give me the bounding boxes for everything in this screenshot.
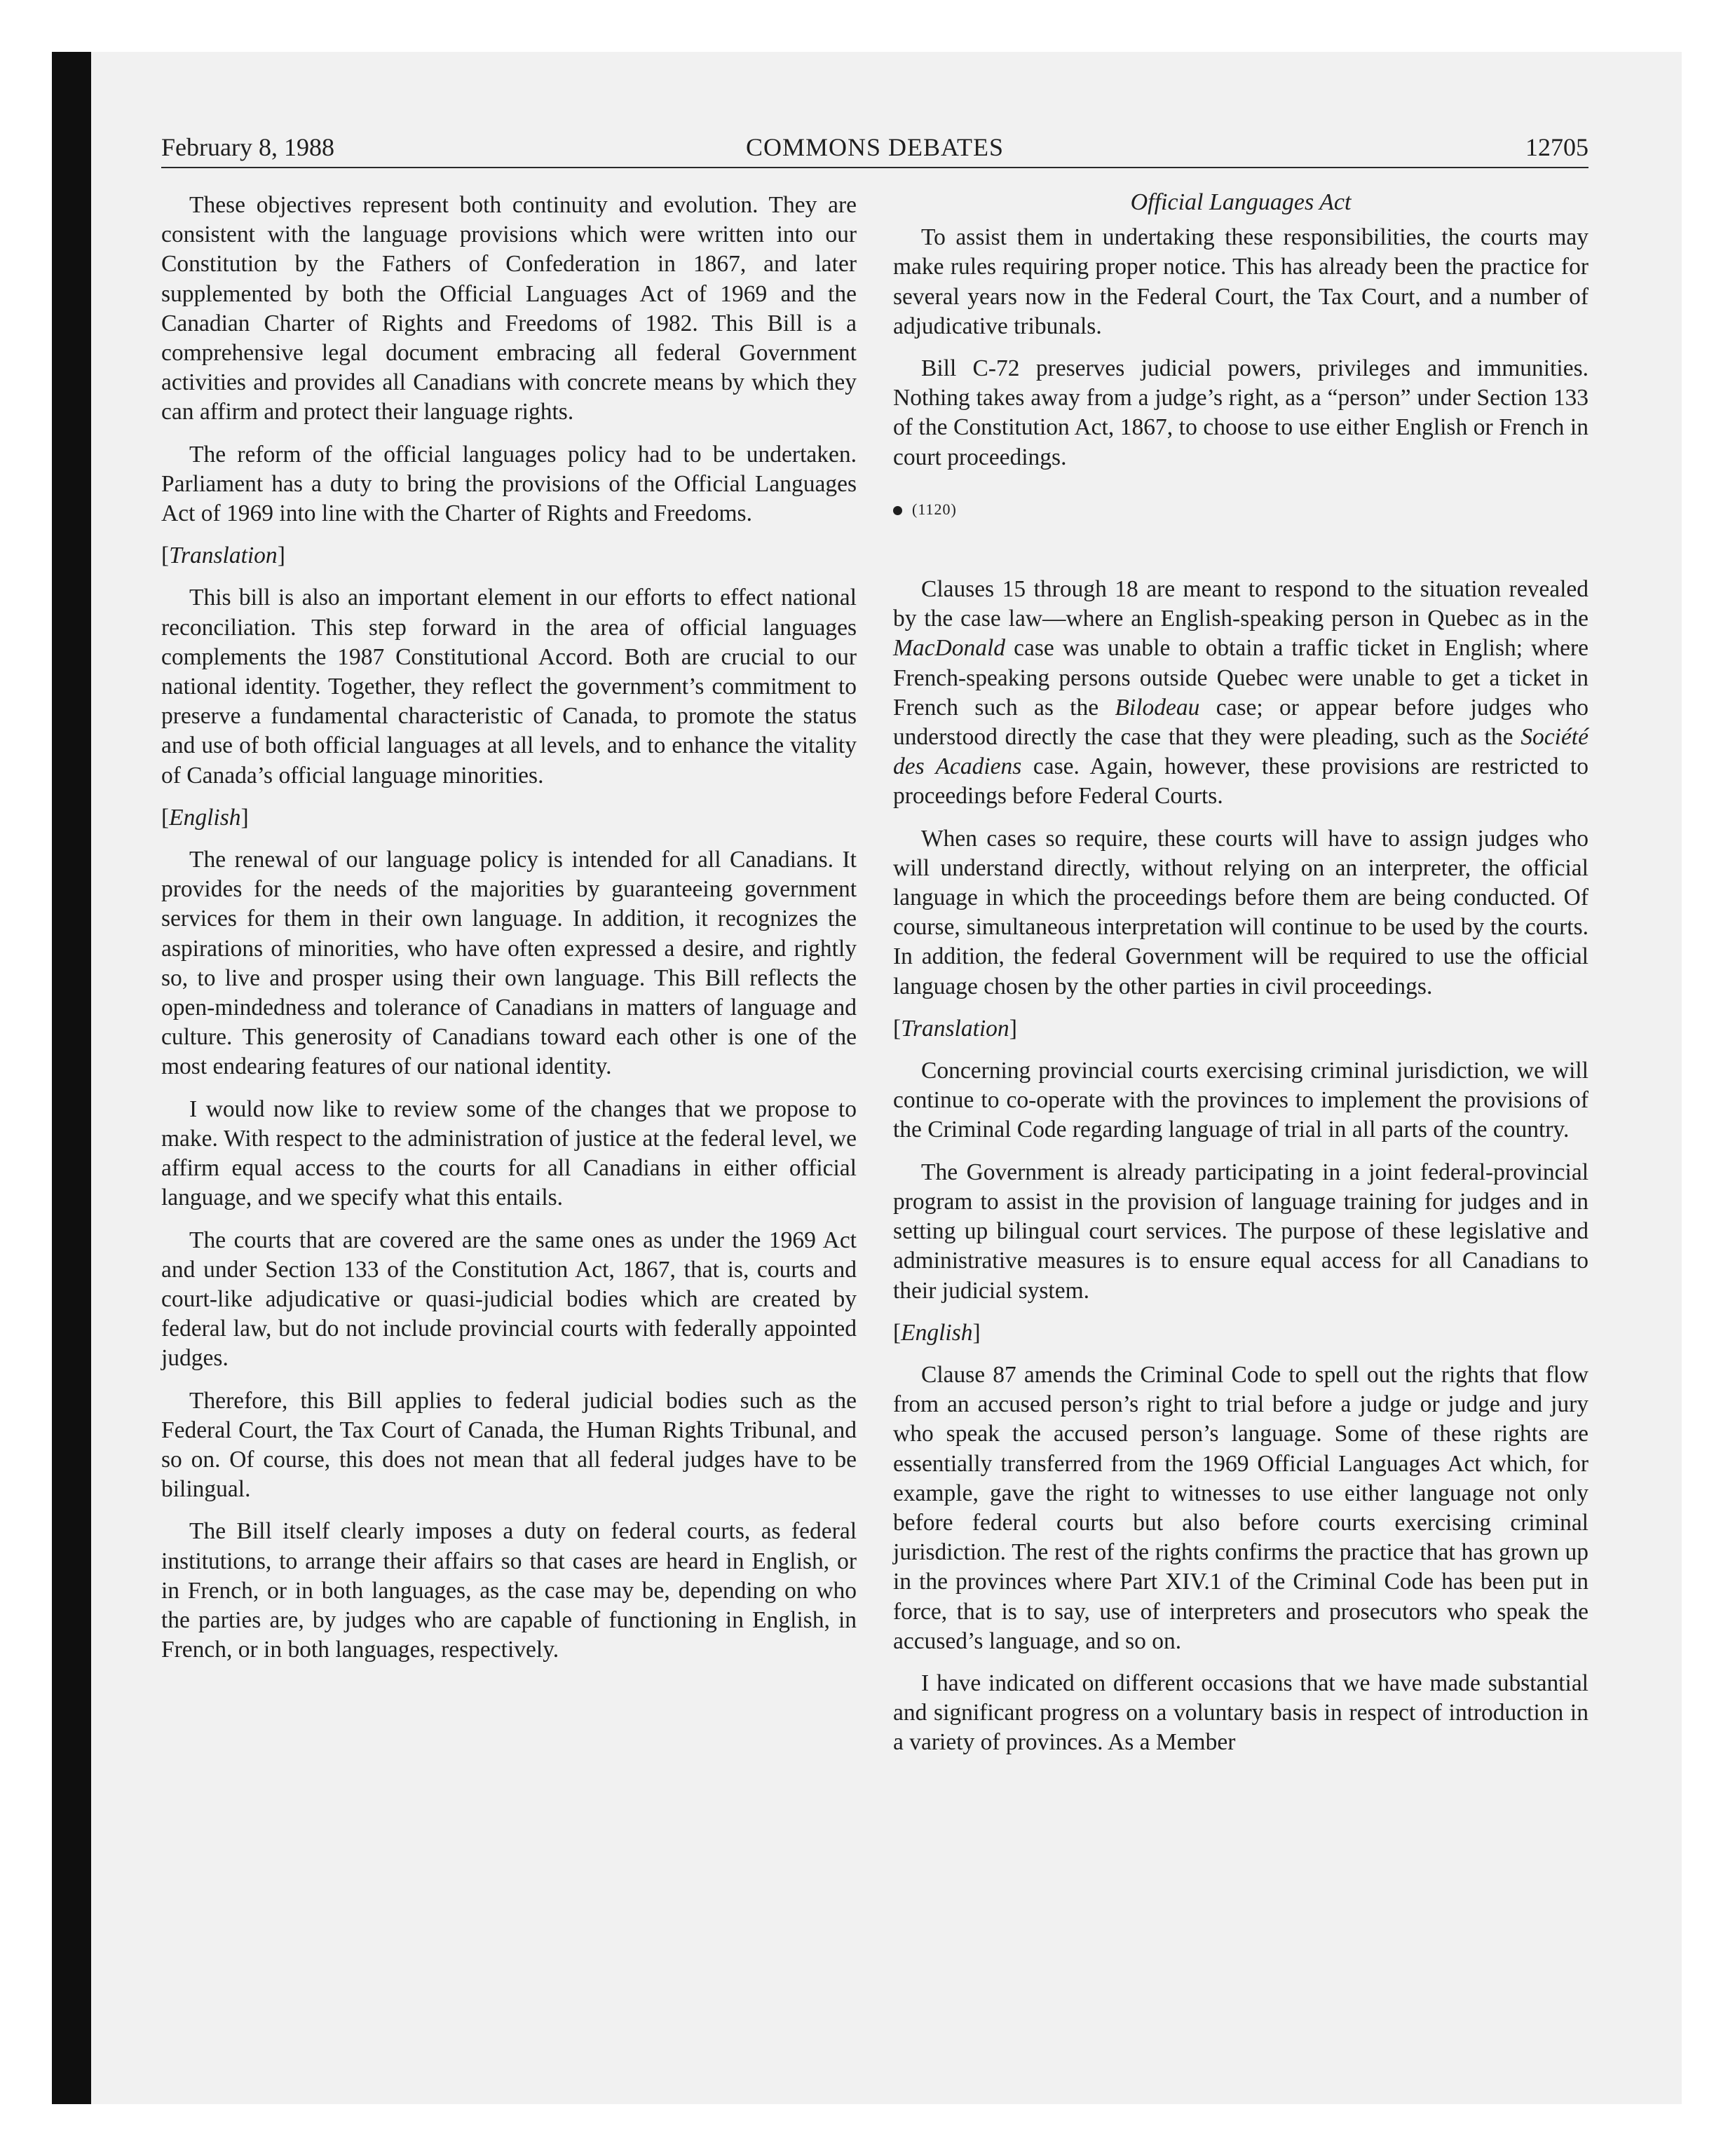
time-marker-text: (1120) <box>912 500 957 518</box>
language-tag-text: English <box>169 804 241 831</box>
header-date: February 8, 1988 <box>161 133 334 161</box>
scan-edge-bar <box>52 52 91 2104</box>
case-name: MacDonald <box>893 635 1006 662</box>
paragraph: Clause 87 amends the Criminal Code to spell out the rights that flow from an accused person’s right to trial before a judge or judge and jury who speak the accused person’s language. Some of these rights are essentially transferred from the 1969 Official Languages Act which, for example, gave the right to witnesses to use either language not only before federal courts but also before courts exercising criminal jurisdiction. The rest of the rights confirms the practice that has grown up in the provinces where Part XIV.1 of the Criminal Code has been put in force, that is to say, use of interpreters and prosecutors who speak the accused’s language, and so on. <box>893 1361 1588 1654</box>
paragraph: To assist them in undertaking these responsibilities, the courts may make rules requiring proper notice. This has already been the practice for several years now in the Federal Court, the Tax Court, and a number of adjudicative tribunals. <box>893 224 1588 339</box>
language-tag: [English] <box>161 804 249 831</box>
case-name: Bilodeau <box>1115 694 1200 721</box>
paragraph: Bill C-72 preserves judicial powers, privileges and immunities. Nothing takes away from a judge’s right, as a “person” under Section 133 of the Constitution Act, 1867, to choose to use either English or French in court proceedings. <box>893 355 1588 470</box>
paragraph: Therefore, this Bill applies to federal judicial bodies such as the Federal Court, the Tax Court of Canada, the Human Rights Tribunal, and so on. Of course, this does not mean that all federal judges have to be bilingual. <box>161 1387 857 1503</box>
right-column <box>893 191 1588 1770</box>
paragraph-case-law <box>893 575 1588 812</box>
language-tag: [Translation] <box>161 543 285 569</box>
paragraph: These objectives represent both continuity and evolution. They are consistent with the language provisions which were written into our Constitution by the Fathers of Confederation in 1867, and later supplemented by both the Official Languages Act of 1969 and the Canadian Charter of Rights and Freedoms of 1982. This Bill is a comprehensive legal document embracing all federal Government activities and provides all Canadians with concrete means by which they can affirm and protect their language rights. <box>161 192 857 425</box>
time-marker <box>893 495 1588 524</box>
paragraph: The Government is already participating in a joint federal-provincial program to assist in the provision of language training for judges and in setting up bilingual court services. The purpose of these legislative and administrative measures is to ensure equal access for all Canadians to their judicial system. <box>893 1159 1588 1304</box>
page-header <box>161 132 1588 168</box>
language-tag-text: Translation <box>169 543 278 569</box>
paragraph: The Bill itself clearly imposes a duty on federal courts, as federal institutions, to arrange their affairs so that cases are heard in English, or in French, or in both languages, as the case may be, depending on who the parties are, by judges who are capable of functioning in English, in French, or in both languages, respectively. <box>161 1518 857 1663</box>
paragraph: The reform of the official languages policy had to be undertaken. Parliament has a duty to bring the provisions of the Official Languages Act of 1969 into line with the Charter of Rights and Freedoms. <box>161 441 857 527</box>
language-tag: [Translation] <box>893 1015 1017 1042</box>
paragraph: I have indicated on different occasions that we have made substantial and significant progress on a voluntary basis in respect of introduction in a variety of provinces. As a Member <box>893 1670 1588 1756</box>
running-head: Official Languages Act <box>1130 189 1352 215</box>
left-column <box>161 191 857 1677</box>
text-run: case; or appear before judges who understood directly the case that they were pleading, such as the <box>893 694 1589 751</box>
language-tag: [English] <box>893 1319 981 1346</box>
paragraph: The courts that are covered are the same ones as under the 1969 Act and under Section 133 of the Constitution Act, 1867, that is, courts and court-like adjudicative or quasi-judicial bodies which are created by federal law, but do not include provincial courts with federally appointed judges. <box>161 1227 857 1372</box>
text-run: Clauses 15 through 18 are meant to respond to the situation revealed by the case law—where an English-speaking person in Quebec as in the <box>893 576 1588 632</box>
header-page-number: 12705 <box>1525 133 1588 161</box>
text-run: case was unable to obtain a traffic ticket in English; where French-speaking persons outside Quebec were unable to get a ticket in French such as the <box>893 635 1588 721</box>
paragraph: The renewal of our language policy is intended for all Canadians. It provides for the needs of the majorities by guaranteeing government services for them in their own language. In addition, it recognizes the aspirations of minorities, who have often expressed a desire, and rightly so, to live and prosper using their own language. This Bill reflects the open-mindedness and tolerance of Canadians in matters of language and culture. This generosity of Canadians toward each other is one of the most endearing features of our national identity. <box>161 847 857 1080</box>
language-tag-text: English <box>901 1319 973 1346</box>
language-tag-text: Translation <box>901 1015 1009 1042</box>
paragraph: This bill is also an important element in our efforts to effect national reconciliation. This step forward in the area of official languages complements the 1987 Constitutional Accord. Both are crucial to our national identity. Together, they reflect the government’s commitment to preserve a fundamental characteristic of Canada, to promote the status and use of both official languages at all levels, and to enhance the vitality of Canada’s official language minorities. <box>161 585 857 789</box>
paragraph: I would now like to review some of the changes that we propose to make. With respect to the administration of justice at the federal level, we affirm equal access to the courts for all Canadians in either official language, and we specify what this entails. <box>161 1096 857 1211</box>
paragraph: Concerning provincial courts exercising criminal jurisdiction, we will continue to co-operate with the provinces to implement the provisions of the Criminal Code regarding language of trial in all parts of the country. <box>893 1058 1588 1143</box>
paragraph: When cases so require, these courts will have to assign judges who will understand directly, without relying on an interpreter, the official language in which the proceedings before them are being conducted. Of course, simultaneous interpretation will continue to be used by the courts. In addition, the federal Government will be required to use the official language chosen by the other parties in civil proceedings. <box>893 825 1588 999</box>
case-name: Société des Acadiens <box>893 724 1588 780</box>
header-title: COMMONS DEBATES <box>745 133 1005 161</box>
text-run: case. Again, however, these provisions are restricted to proceedings before Federal Courts. <box>893 753 1588 810</box>
bullet-dot-icon <box>893 506 902 515</box>
